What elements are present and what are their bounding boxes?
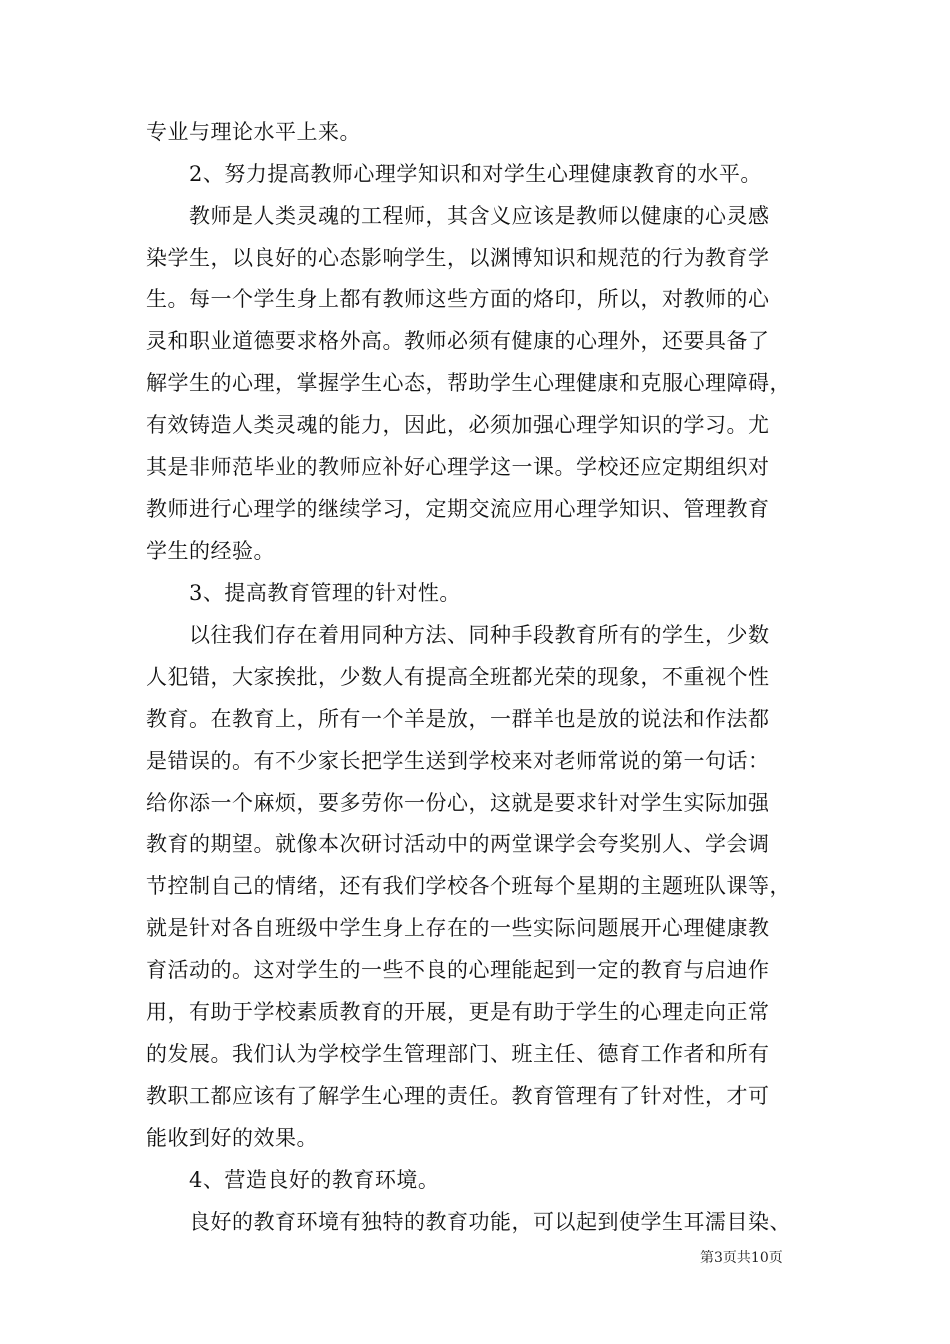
text-line: 的发展。我们认为学校学生管理部门、班主任、德育工作者和所有 bbox=[146, 1042, 770, 1066]
text-line: 教育。在教育上，所有一个羊是放，一群羊也是放的说法和作法都 bbox=[146, 707, 770, 731]
text-line: 教师是人类灵魂的工程师，其含义应该是教师以健康的心灵感 bbox=[146, 204, 770, 228]
text-line: 育活动的。这对学生的一些不良的心理能起到一定的教育与启迪作 bbox=[146, 958, 770, 982]
text-line: 学生的经验。 bbox=[146, 539, 275, 563]
text-line: 生。每一个学生身上都有教师这些方面的烙印，所以，对教师的心 bbox=[146, 287, 770, 311]
text-line: 良好的教育环境有独特的教育功能，可以起到使学生耳濡目染、 bbox=[146, 1210, 791, 1234]
section-heading: 3、提高教育管理的针对性。 bbox=[146, 581, 461, 605]
text-line: 就是针对各自班级中学生身上存在的一些实际问题展开心理健康教 bbox=[146, 916, 770, 940]
text-line: 给你添一个麻烦，要多劳你一份心，这就是要求针对学生实际加强 bbox=[146, 791, 770, 815]
text-line: 教职工都应该有了解学生心理的责任。教育管理有了针对性，才可 bbox=[146, 1084, 770, 1108]
text-line: 是错误的。有不少家长把学生送到学校来对老师常说的第一句话： bbox=[146, 749, 770, 773]
section-heading: 4、营造良好的教育环境。 bbox=[146, 1168, 440, 1192]
text-line: 节控制自己的情绪，还有我们学校各个班每个星期的主题班队课等， bbox=[146, 874, 791, 898]
text-line: 其是非师范毕业的教师应补好心理学这一课。学校还应定期组织对 bbox=[146, 455, 770, 479]
text-line: 有效铸造人类灵魂的能力，因此，必须加强心理学知识的学习。尤 bbox=[146, 413, 770, 437]
text-line: 教师进行心理学的继续学习，定期交流应用心理学知识、管理教育 bbox=[146, 497, 770, 521]
text-line: 解学生的心理，掌握学生心态，帮助学生心理健康和克服心理障碍， bbox=[146, 371, 791, 395]
text-line: 能收到好的效果。 bbox=[146, 1126, 318, 1150]
text-line: 教育的期望。就像本次研讨活动中的两堂课学会夸奖别人、学会调 bbox=[146, 832, 770, 856]
text-line: 染学生，以良好的心态影响学生，以渊博知识和规范的行为教育学 bbox=[146, 246, 770, 270]
text-line: 以往我们存在着用同种方法、同种手段教育所有的学生，少数 bbox=[146, 623, 770, 647]
text-line: 专业与理论水平上来。 bbox=[146, 120, 361, 144]
text-line: 用，有助于学校素质教育的开展，更是有助于学生的心理走向正常 bbox=[146, 1000, 770, 1024]
section-heading: 2、努力提高教师心理学知识和对学生心理健康教育的水平。 bbox=[146, 162, 762, 186]
text-line: 人犯错，大家挨批，少数人有提高全班都光荣的现象，不重视个性 bbox=[146, 665, 770, 689]
page-number-footer: 第3页共10页 bbox=[700, 1250, 783, 1266]
text-line: 灵和职业道德要求格外高。教师必须有健康的心理外，还要具备了 bbox=[146, 329, 770, 353]
